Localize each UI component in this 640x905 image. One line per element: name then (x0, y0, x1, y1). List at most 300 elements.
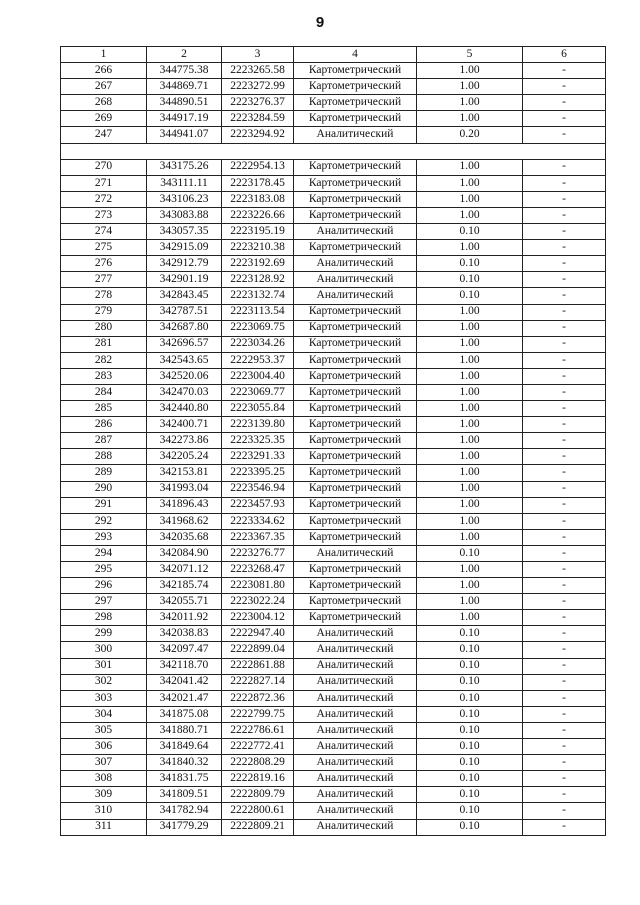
table-cell: 2223367.35 (222, 529, 294, 545)
table-cell: 1.00 (417, 175, 523, 191)
table-cell: Картометрический (294, 433, 417, 449)
table-cell: 342097.47 (147, 642, 222, 658)
table-cell: - (523, 690, 606, 706)
table-cell: 341840.32 (147, 755, 222, 771)
table-cell: 0.10 (417, 722, 523, 738)
table-cell: 344890.51 (147, 95, 222, 111)
table-cell: 274 (61, 224, 147, 240)
table-row (61, 352, 606, 368)
table-cell: Картометрический (294, 513, 417, 529)
table-cell: - (523, 610, 606, 626)
table-cell: - (523, 63, 606, 79)
table-row (61, 175, 606, 191)
table-cell: 342084.90 (147, 545, 222, 561)
table-cell: 342041.42 (147, 674, 222, 690)
column-header: 5 (417, 47, 523, 63)
table-cell: 279 (61, 304, 147, 320)
table-row (61, 159, 606, 175)
table-cell: - (523, 481, 606, 497)
table-cell: 342843.45 (147, 288, 222, 304)
table-cell: 0.10 (417, 803, 523, 819)
table-cell: 1.00 (417, 449, 523, 465)
table-cell: 1.00 (417, 191, 523, 207)
table-cell: - (523, 159, 606, 175)
header-row (61, 47, 606, 63)
table-cell: Картометрический (294, 336, 417, 352)
table-row (61, 111, 606, 127)
table-cell: 2223081.80 (222, 578, 294, 594)
table-cell: 344869.71 (147, 79, 222, 95)
table-cell: 0.10 (417, 288, 523, 304)
table-cell: Картометрический (294, 352, 417, 368)
table-cell: Картометрический (294, 175, 417, 191)
table-row (61, 191, 606, 207)
table-cell: 2223268.47 (222, 562, 294, 578)
table-cell: 342011.92 (147, 610, 222, 626)
table-cell: Картометрический (294, 417, 417, 433)
group-separator-row (61, 143, 606, 159)
table-cell: 0.10 (417, 787, 523, 803)
table-cell: 2222954.13 (222, 159, 294, 175)
table-cell: 0.10 (417, 674, 523, 690)
table-cell: Аналитический (294, 755, 417, 771)
table-cell: 2223034.26 (222, 336, 294, 352)
table-cell: Аналитический (294, 272, 417, 288)
table-cell: 2222772.41 (222, 739, 294, 755)
table-cell: 2223226.66 (222, 207, 294, 223)
table-cell: 301 (61, 658, 147, 674)
table-cell: 294 (61, 545, 147, 561)
table-cell: Картометрический (294, 481, 417, 497)
table-cell: 342035.68 (147, 529, 222, 545)
table-row (61, 368, 606, 384)
table-cell: 2223546.94 (222, 481, 294, 497)
table-cell: Аналитический (294, 739, 417, 755)
table-cell: 344917.19 (147, 111, 222, 127)
table-cell: 2223395.25 (222, 465, 294, 481)
table-cell: - (523, 545, 606, 561)
table-cell: Аналитический (294, 642, 417, 658)
table-cell: - (523, 706, 606, 722)
table-cell: 341779.29 (147, 819, 222, 835)
table-row (61, 642, 606, 658)
table-row (61, 626, 606, 642)
table-cell: 342021.47 (147, 690, 222, 706)
page-number: 9 (315, 14, 325, 31)
table-cell: 296 (61, 578, 147, 594)
table-cell: Картометрический (294, 465, 417, 481)
table-cell: 1.00 (417, 336, 523, 352)
table-cell: Аналитический (294, 706, 417, 722)
table-cell: - (523, 384, 606, 400)
table-cell: 2222809.79 (222, 787, 294, 803)
table-row (61, 449, 606, 465)
table-cell: 342153.81 (147, 465, 222, 481)
table-cell: 2223069.75 (222, 320, 294, 336)
table-cell: - (523, 240, 606, 256)
table-cell: Аналитический (294, 224, 417, 240)
table-cell: 282 (61, 352, 147, 368)
table-cell: 2222819.16 (222, 771, 294, 787)
table-row (61, 594, 606, 610)
table-cell: - (523, 449, 606, 465)
table-cell: - (523, 562, 606, 578)
table-cell: 1.00 (417, 368, 523, 384)
table-cell: 277 (61, 272, 147, 288)
table-cell: - (523, 95, 606, 111)
table-cell: 278 (61, 288, 147, 304)
table-cell: 1.00 (417, 513, 523, 529)
table-cell: 1.00 (417, 207, 523, 223)
table-cell: 247 (61, 127, 147, 143)
table-cell: - (523, 465, 606, 481)
table-cell: Картометрический (294, 578, 417, 594)
table-cell: 2222786.61 (222, 722, 294, 738)
table-cell: 288 (61, 449, 147, 465)
table-cell: - (523, 642, 606, 658)
table-row (61, 465, 606, 481)
table-cell: 341782.94 (147, 803, 222, 819)
table-cell: 1.00 (417, 417, 523, 433)
table-row (61, 513, 606, 529)
table-cell: 292 (61, 513, 147, 529)
table-row (61, 610, 606, 626)
table-cell: Аналитический (294, 674, 417, 690)
table-row (61, 658, 606, 674)
table-cell: 281 (61, 336, 147, 352)
table-cell: 1.00 (417, 320, 523, 336)
table-cell: 2223294.92 (222, 127, 294, 143)
table-row (61, 481, 606, 497)
table-cell: 342185.74 (147, 578, 222, 594)
table-cell: - (523, 497, 606, 513)
column-header: 6 (523, 47, 606, 63)
table-cell: 1.00 (417, 578, 523, 594)
table-cell: 268 (61, 95, 147, 111)
table-cell: Картометрический (294, 401, 417, 417)
table-row (61, 690, 606, 706)
table-cell: 2222899.04 (222, 642, 294, 658)
table-cell: 1.00 (417, 529, 523, 545)
table-cell: Картометрический (294, 111, 417, 127)
table-cell: Картометрический (294, 304, 417, 320)
table-cell: Картометрический (294, 320, 417, 336)
table-cell: 309 (61, 787, 147, 803)
table-cell: - (523, 207, 606, 223)
table-cell: 2223183.08 (222, 191, 294, 207)
table-cell: Картометрический (294, 79, 417, 95)
table-cell: 275 (61, 240, 147, 256)
table-cell: 270 (61, 159, 147, 175)
coordinates-table (60, 46, 606, 836)
table-cell: Аналитический (294, 819, 417, 835)
table-cell: 344775.38 (147, 63, 222, 79)
table-cell: Аналитический (294, 658, 417, 674)
table-cell: - (523, 336, 606, 352)
table-cell: 293 (61, 529, 147, 545)
table-cell: 1.00 (417, 240, 523, 256)
table-cell: 1.00 (417, 433, 523, 449)
table-cell: 344941.07 (147, 127, 222, 143)
table-row (61, 95, 606, 111)
table-cell: 0.10 (417, 272, 523, 288)
table-cell: Картометрический (294, 207, 417, 223)
table-row (61, 272, 606, 288)
table-cell: 0.10 (417, 658, 523, 674)
table-cell: 2223272.99 (222, 79, 294, 95)
table-cell: 342543.65 (147, 352, 222, 368)
table-cell: 341880.71 (147, 722, 222, 738)
table-cell: 283 (61, 368, 147, 384)
table-cell: 2223069.77 (222, 384, 294, 400)
table-cell: 290 (61, 481, 147, 497)
table-cell: 343111.11 (147, 175, 222, 191)
table-cell: 2223284.59 (222, 111, 294, 127)
table-row (61, 79, 606, 95)
table-cell: 342440.80 (147, 401, 222, 417)
table-cell: - (523, 771, 606, 787)
table-cell: Картометрический (294, 562, 417, 578)
table-cell: - (523, 513, 606, 529)
table-cell: 273 (61, 207, 147, 223)
table-row (61, 127, 606, 143)
table-row (61, 722, 606, 738)
table-cell: 2223210.38 (222, 240, 294, 256)
table-cell: 276 (61, 256, 147, 272)
table-row (61, 529, 606, 545)
table-cell: 1.00 (417, 63, 523, 79)
table-cell: - (523, 819, 606, 835)
table-cell: 1.00 (417, 159, 523, 175)
table-cell: 2223195.19 (222, 224, 294, 240)
table-cell: - (523, 191, 606, 207)
table-cell: - (523, 272, 606, 288)
table-cell: Аналитический (294, 787, 417, 803)
table-cell: 1.00 (417, 79, 523, 95)
table-cell: 0.10 (417, 739, 523, 755)
table-cell: 341831.75 (147, 771, 222, 787)
table-cell: 2223325.35 (222, 433, 294, 449)
table-cell: 2223055.84 (222, 401, 294, 417)
table-cell: 1.00 (417, 610, 523, 626)
table-cell: 1.00 (417, 401, 523, 417)
table-cell: 343057.35 (147, 224, 222, 240)
table-cell: 342071.12 (147, 562, 222, 578)
table-cell: - (523, 658, 606, 674)
table-row (61, 240, 606, 256)
table-cell: 341875.08 (147, 706, 222, 722)
table-cell: Аналитический (294, 545, 417, 561)
table-cell: 2222953.37 (222, 352, 294, 368)
table-row (61, 497, 606, 513)
table-cell: Картометрический (294, 368, 417, 384)
table-cell: - (523, 787, 606, 803)
table-cell: 1.00 (417, 497, 523, 513)
table-cell: Аналитический (294, 288, 417, 304)
table-cell: 343175.26 (147, 159, 222, 175)
table-cell: 303 (61, 690, 147, 706)
table-cell: 2223192.69 (222, 256, 294, 272)
table-cell: 342912.79 (147, 256, 222, 272)
table-row (61, 787, 606, 803)
table-cell: 267 (61, 79, 147, 95)
table-cell: Картометрический (294, 63, 417, 79)
table-row (61, 320, 606, 336)
column-header: 3 (222, 47, 294, 63)
table-cell: 1.00 (417, 465, 523, 481)
table-row (61, 224, 606, 240)
table-cell: - (523, 256, 606, 272)
table-cell: 2222872.36 (222, 690, 294, 706)
table-row (61, 433, 606, 449)
table-cell: 342787.51 (147, 304, 222, 320)
table-cell: 310 (61, 803, 147, 819)
table-row (61, 207, 606, 223)
table-cell: 0.10 (417, 690, 523, 706)
table-cell: 0.10 (417, 771, 523, 787)
table-cell: 1.00 (417, 304, 523, 320)
table-cell: 2222808.29 (222, 755, 294, 771)
table-cell: 342696.57 (147, 336, 222, 352)
table-cell: Аналитический (294, 722, 417, 738)
table-cell: 308 (61, 771, 147, 787)
table-row (61, 819, 606, 835)
table-cell: 289 (61, 465, 147, 481)
table-cell: 2223139.80 (222, 417, 294, 433)
table-cell: - (523, 578, 606, 594)
table-cell: - (523, 175, 606, 191)
table-cell: 299 (61, 626, 147, 642)
table-cell: 341968.62 (147, 513, 222, 529)
table-cell: 2222827.14 (222, 674, 294, 690)
table-cell: 341896.43 (147, 497, 222, 513)
table-cell: 305 (61, 722, 147, 738)
table-cell: 1.00 (417, 594, 523, 610)
table-cell: 2223022.24 (222, 594, 294, 610)
table-cell: 2223334.62 (222, 513, 294, 529)
table-row (61, 578, 606, 594)
table-cell: Картометрический (294, 594, 417, 610)
table-cell: 304 (61, 706, 147, 722)
table-cell: Картометрический (294, 191, 417, 207)
table-row (61, 288, 606, 304)
separator-cell (61, 143, 606, 159)
table-row (61, 336, 606, 352)
table-cell: Аналитический (294, 256, 417, 272)
table-cell: 285 (61, 401, 147, 417)
table-cell: 0.10 (417, 755, 523, 771)
table-header (61, 47, 606, 63)
table-row (61, 755, 606, 771)
table-cell: 1.00 (417, 481, 523, 497)
table-cell: 0.10 (417, 819, 523, 835)
table-cell: 2222947.40 (222, 626, 294, 642)
table-cell: 0.10 (417, 224, 523, 240)
table-cell: 341809.51 (147, 787, 222, 803)
column-header: 2 (147, 47, 222, 63)
table-cell: 2223132.74 (222, 288, 294, 304)
table-cell: - (523, 433, 606, 449)
table-cell: Картометрический (294, 529, 417, 545)
table-cell: Картометрический (294, 497, 417, 513)
table-row (61, 706, 606, 722)
table-cell: 269 (61, 111, 147, 127)
table-cell: 284 (61, 384, 147, 400)
table-cell: 341849.64 (147, 739, 222, 755)
table-cell: 0.20 (417, 127, 523, 143)
table-cell: 0.10 (417, 626, 523, 642)
table-cell: 2222809.21 (222, 819, 294, 835)
table-cell: 342687.80 (147, 320, 222, 336)
table-cell: 291 (61, 497, 147, 513)
table-cell: Аналитический (294, 127, 417, 143)
table-cell: 1.00 (417, 95, 523, 111)
table-cell: - (523, 674, 606, 690)
table-cell: 342400.71 (147, 417, 222, 433)
table-row (61, 803, 606, 819)
table-cell: 343083.88 (147, 207, 222, 223)
table-cell: - (523, 626, 606, 642)
table-cell: Картометрический (294, 159, 417, 175)
table-cell: Аналитический (294, 626, 417, 642)
table-row (61, 739, 606, 755)
table-cell: - (523, 417, 606, 433)
table-cell: 266 (61, 63, 147, 79)
table-cell: 342118.70 (147, 658, 222, 674)
table-cell: - (523, 320, 606, 336)
table-cell: 342915.09 (147, 240, 222, 256)
table-cell: Картометрический (294, 95, 417, 111)
table-cell: 295 (61, 562, 147, 578)
table-cell: 271 (61, 175, 147, 191)
table-cell: 300 (61, 642, 147, 658)
table-cell: 1.00 (417, 562, 523, 578)
table-cell: 342520.06 (147, 368, 222, 384)
table-cell: 2223178.45 (222, 175, 294, 191)
table-cell: 342055.71 (147, 594, 222, 610)
table-cell: 297 (61, 594, 147, 610)
table-body (61, 63, 606, 836)
table-cell: 2223291.33 (222, 449, 294, 465)
table-row (61, 674, 606, 690)
table-cell: 342470.03 (147, 384, 222, 400)
table-cell: 342038.83 (147, 626, 222, 642)
table-row (61, 562, 606, 578)
table-cell: - (523, 127, 606, 143)
table-cell: - (523, 288, 606, 304)
table-cell: 311 (61, 819, 147, 835)
table-row (61, 384, 606, 400)
table-row (61, 401, 606, 417)
table-cell: 2223004.12 (222, 610, 294, 626)
table-cell: 2222861.88 (222, 658, 294, 674)
table-cell: 342205.24 (147, 449, 222, 465)
table-cell: Картометрический (294, 449, 417, 465)
table-cell: 287 (61, 433, 147, 449)
table-cell: 1.00 (417, 384, 523, 400)
table-cell: 0.10 (417, 545, 523, 561)
table-cell: 0.10 (417, 706, 523, 722)
table-cell: Аналитический (294, 690, 417, 706)
table-cell: 2223276.77 (222, 545, 294, 561)
column-header: 1 (61, 47, 147, 63)
table-row (61, 417, 606, 433)
table-cell: 2222800.61 (222, 803, 294, 819)
table-cell: 2223004.40 (222, 368, 294, 384)
table-cell: - (523, 722, 606, 738)
table-row (61, 63, 606, 79)
table-cell: 2223276.37 (222, 95, 294, 111)
